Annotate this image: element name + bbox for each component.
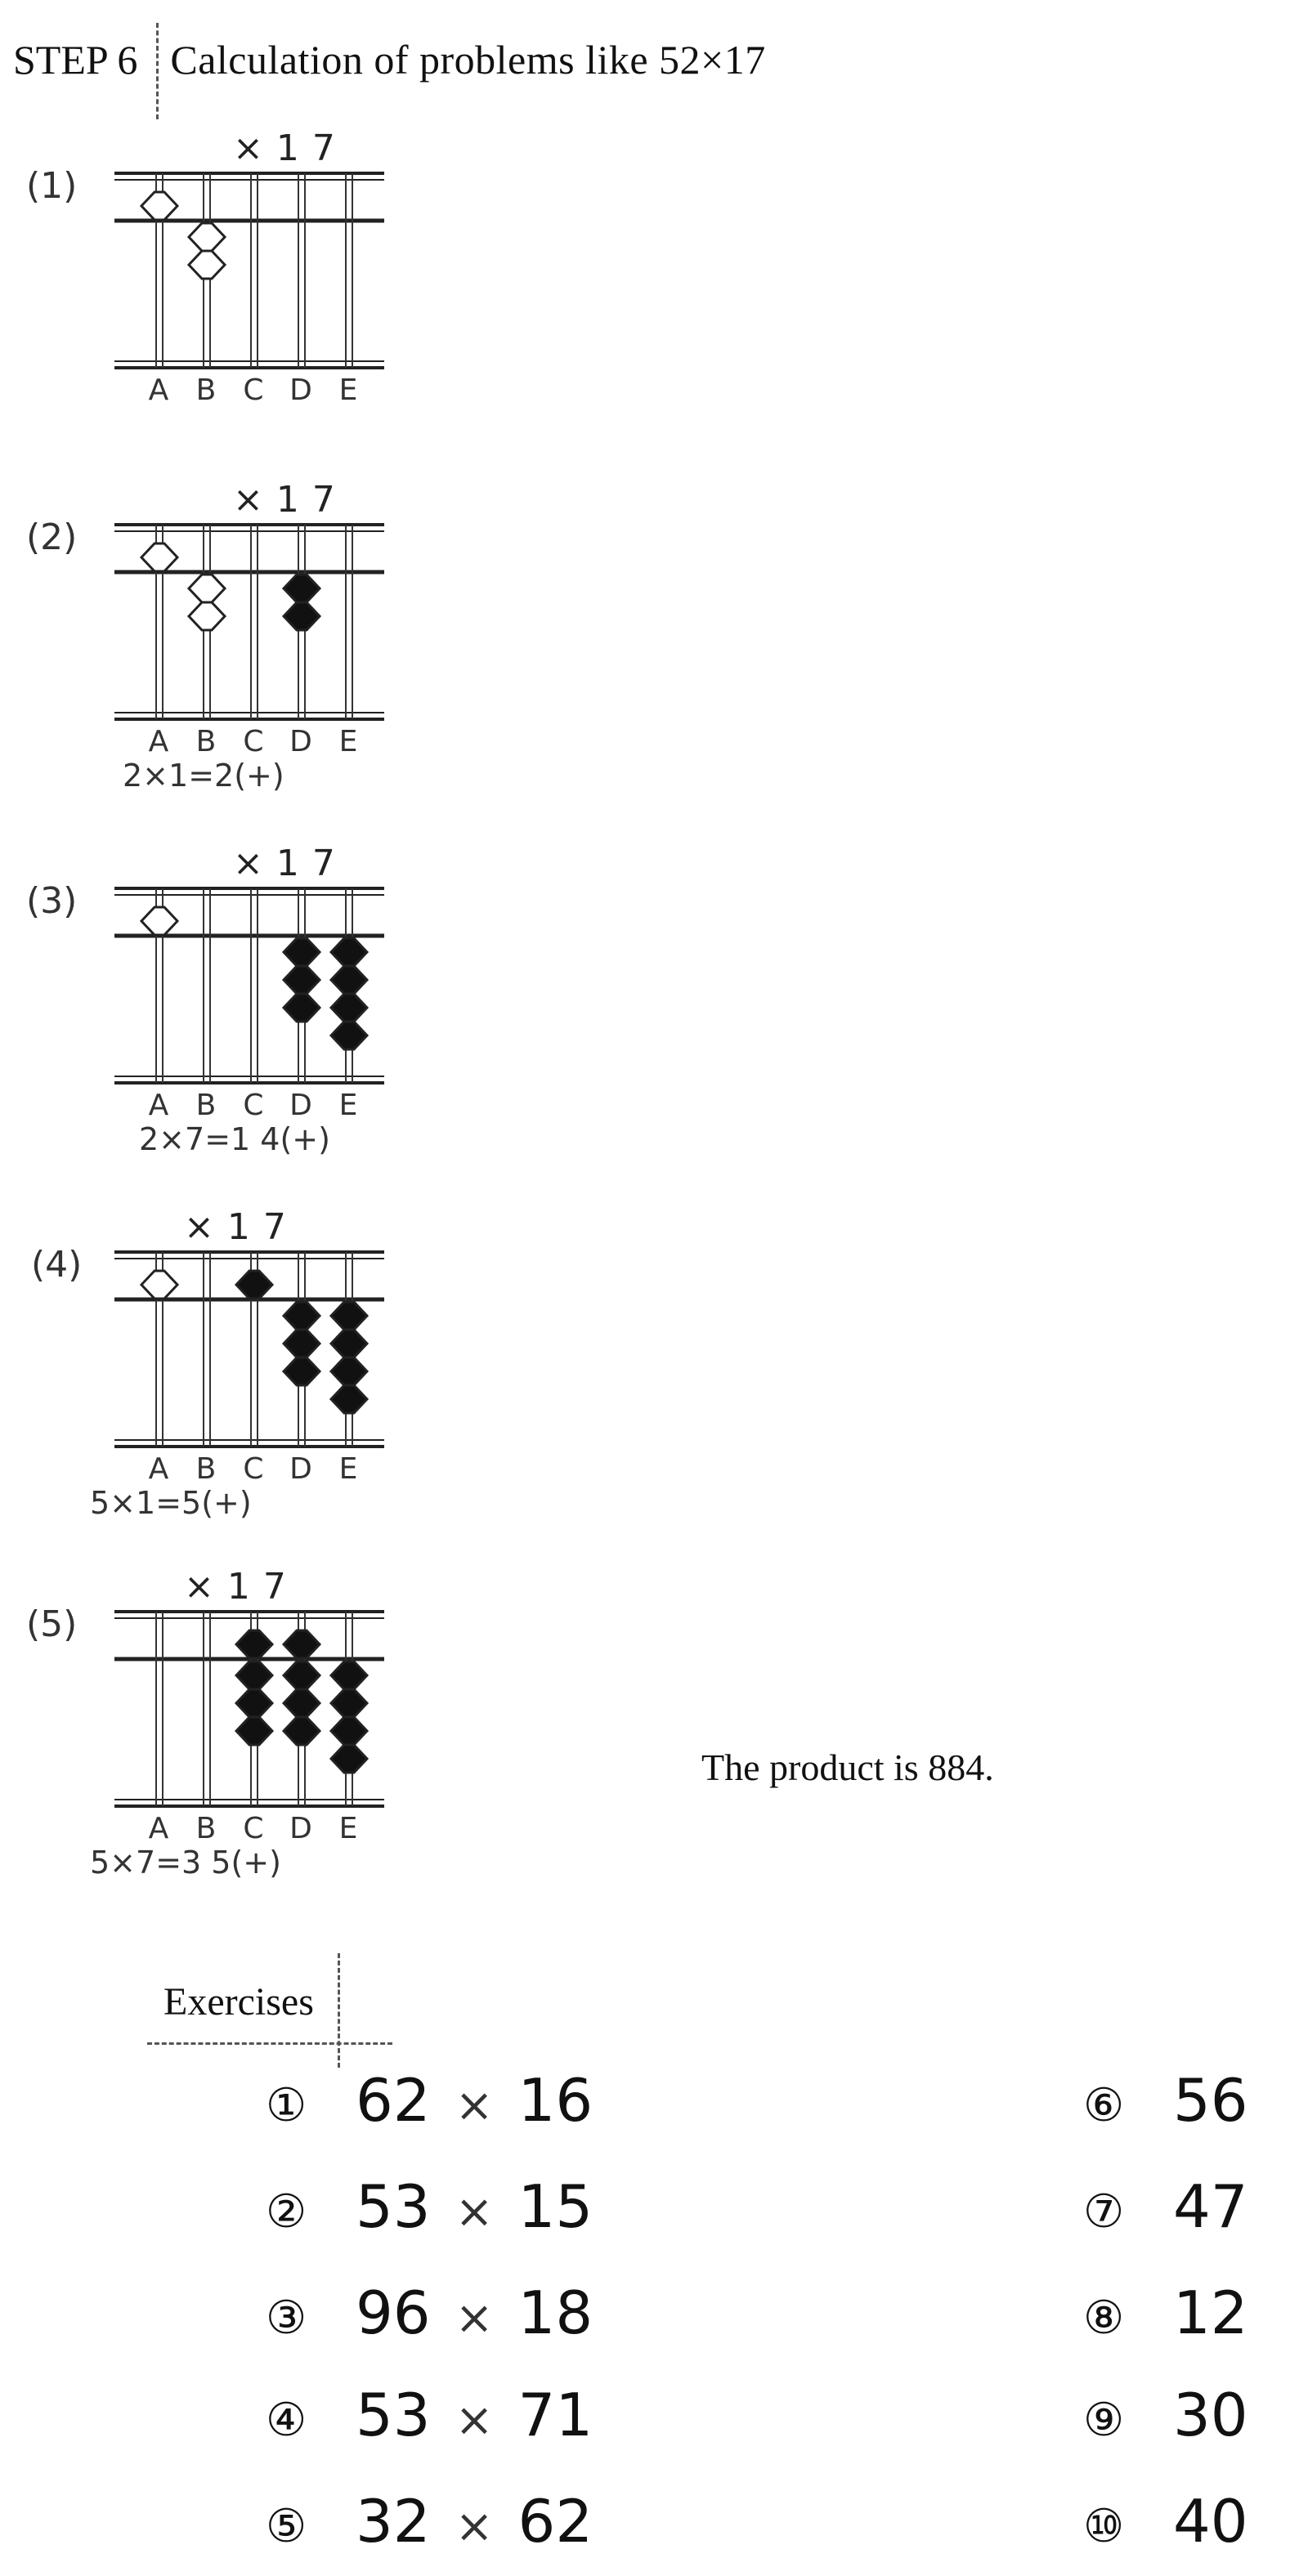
- earth-bead: [236, 1717, 272, 1745]
- abacus-diagram: [16, 1566, 417, 1839]
- rod-label-e: E: [338, 1812, 358, 1845]
- rod-label-b: B: [195, 1452, 217, 1486]
- rod-label-d: D: [289, 1812, 312, 1845]
- earth-bead: [284, 575, 320, 602]
- exercise-operand-b: 18: [517, 2279, 594, 2347]
- exercise-item: [266, 2174, 593, 2245]
- formula: 2×7=1 4(+): [139, 1121, 330, 1157]
- figure-number: (5): [26, 1603, 78, 1645]
- earth-bead: [331, 1357, 367, 1385]
- heaven-bead: [236, 1630, 272, 1658]
- times-sign: ×: [455, 2292, 494, 2345]
- rod-label-c: C: [243, 373, 264, 407]
- rod-label-c: C: [243, 1452, 264, 1486]
- product-statement: The product is 884.: [701, 1746, 994, 1788]
- abacus-diagram: [16, 1206, 417, 1479]
- multiplier-label: ×17: [233, 843, 348, 884]
- earth-bead: [284, 1302, 320, 1330]
- exercise-marker: ①: [266, 2079, 307, 2132]
- earth-bead: [331, 938, 367, 966]
- rod-labels: [135, 727, 372, 757]
- times-sign: ×: [455, 2079, 494, 2132]
- rod-label-a: A: [148, 1452, 169, 1486]
- rod-label-b: B: [195, 725, 217, 758]
- rod-label-e: E: [338, 1089, 358, 1122]
- rod-label-d: D: [289, 1452, 312, 1486]
- exercise-item: [266, 2280, 593, 2351]
- earth-bead: [189, 223, 225, 251]
- figure-number: (4): [31, 1244, 83, 1286]
- rod-label-a: A: [148, 373, 169, 407]
- earth-bead: [331, 1717, 367, 1745]
- rod-label-d: D: [289, 373, 312, 407]
- rod-label-a: A: [148, 725, 169, 758]
- earth-bead: [331, 1385, 367, 1413]
- rod-labels: [135, 1091, 372, 1120]
- rod-labels: [135, 373, 372, 407]
- multiplier-label: ×17: [233, 127, 348, 169]
- earth-bead: [284, 1357, 320, 1385]
- earth-bead: [331, 1302, 367, 1330]
- heaven-bead: [284, 1630, 320, 1658]
- earth-bead: [236, 1689, 272, 1717]
- earth-bead: [284, 966, 320, 994]
- rod-label-e: E: [338, 725, 358, 758]
- exercise-item: [266, 2489, 593, 2560]
- exercise-marker: ⑧: [1083, 2292, 1125, 2345]
- abacus-diagram: [16, 479, 417, 752]
- rod-label-a: A: [148, 1089, 169, 1122]
- step-3: [0, 843, 1299, 1197]
- exercise-marker: ③: [266, 2292, 307, 2345]
- exercise-marker: ②: [266, 2185, 307, 2238]
- multiplier-label: ×17: [184, 1206, 299, 1248]
- rod-label-c: C: [243, 1089, 264, 1122]
- exercise-operand-a: 12: [1173, 2279, 1248, 2347]
- figure-number: (3): [26, 880, 78, 922]
- exercise-operand-b: 62: [517, 2487, 594, 2556]
- earth-bead: [331, 966, 367, 994]
- figure-number: (2): [26, 517, 78, 558]
- exercise-item: [266, 2382, 593, 2453]
- step-4: [0, 1206, 1299, 1561]
- earth-bead: [331, 994, 367, 1022]
- exercise-item: [1083, 2280, 1248, 2351]
- earth-bead: [331, 1022, 367, 1049]
- step-label: STEP 6: [13, 36, 170, 83]
- exercise-marker: ⑦: [1083, 2185, 1125, 2238]
- rod-labels: [135, 1452, 372, 1486]
- rod-label-b: B: [195, 1089, 217, 1122]
- earth-bead: [284, 938, 320, 966]
- exercise-operand-a: 56: [1173, 2066, 1248, 2135]
- times-sign: ×: [455, 2185, 494, 2238]
- exercise-marker: ④: [266, 2394, 307, 2447]
- exercise-item: [1083, 2174, 1248, 2245]
- earth-bead: [284, 1689, 320, 1717]
- earth-bead: [236, 1661, 272, 1689]
- earth-bead: [331, 1330, 367, 1357]
- multiplier-label: ×17: [184, 1566, 299, 1608]
- earth-bead: [189, 602, 225, 630]
- earth-bead: [284, 1661, 320, 1689]
- exercise-operand-b: 71: [517, 2381, 594, 2449]
- rod-label-e: E: [338, 1452, 358, 1486]
- rod-label-e: E: [338, 373, 358, 407]
- earth-bead: [284, 994, 320, 1022]
- exercise-item: [1083, 2489, 1248, 2560]
- formula: 2×1=2(+): [123, 758, 284, 794]
- step-2: [0, 479, 1299, 834]
- exercise-marker: ⑥: [1083, 2079, 1125, 2132]
- rod-label-b: B: [195, 1812, 217, 1845]
- exercise-marker: ⑤: [266, 2500, 307, 2553]
- exercise-operand-a: 53: [356, 2172, 431, 2241]
- earth-bead: [189, 575, 225, 602]
- heaven-bead: [141, 192, 177, 220]
- exercise-operand-b: 15: [517, 2172, 594, 2241]
- heaven-bead: [141, 1271, 177, 1299]
- multiplier-label: ×17: [233, 479, 348, 521]
- page-header: [13, 23, 766, 96]
- page-title: Calculation of problems like 52×17: [170, 37, 766, 83]
- earth-bead: [189, 251, 225, 279]
- rod-label-d: D: [289, 1089, 312, 1122]
- formula: 5×7=3 5(+): [90, 1845, 281, 1881]
- exercise-operand-a: 62: [356, 2066, 431, 2135]
- exercise-operand-a: 30: [1173, 2381, 1248, 2449]
- times-sign: ×: [455, 2394, 494, 2447]
- step-5: [0, 1566, 1299, 1921]
- exercise-operand-a: 32: [356, 2487, 431, 2556]
- exercise-operand-a: 40: [1173, 2487, 1248, 2556]
- formula: 5×1=5(+): [90, 1485, 252, 1521]
- earth-bead: [331, 1661, 367, 1689]
- exercise-item: [1083, 2068, 1248, 2139]
- earth-bead: [331, 1689, 367, 1717]
- rod-labels: [135, 1814, 372, 1844]
- exercise-operand-a: 53: [356, 2381, 431, 2449]
- rod-label-d: D: [289, 725, 312, 758]
- earth-bead: [284, 1330, 320, 1357]
- earth-bead: [284, 1717, 320, 1745]
- rod-label-a: A: [148, 1812, 169, 1845]
- rod-label-c: C: [243, 1812, 264, 1845]
- figure-number: (1): [26, 165, 78, 207]
- earth-bead: [284, 602, 320, 630]
- exercise-operand-b: 16: [517, 2066, 594, 2135]
- rod-label-b: B: [195, 373, 217, 407]
- exercise-operand-a: 47: [1173, 2172, 1248, 2241]
- exercise-operand-a: 96: [356, 2279, 431, 2347]
- exercise-marker: ⑨: [1083, 2394, 1125, 2447]
- exercise-item: [1083, 2382, 1248, 2453]
- heaven-bead: [141, 907, 177, 935]
- times-sign: ×: [455, 2500, 494, 2553]
- exercise-marker: ⑩: [1083, 2500, 1125, 2553]
- abacus-diagram: [16, 127, 417, 400]
- earth-bead: [331, 1745, 367, 1773]
- abacus-diagram: [16, 843, 417, 1116]
- rod-label-c: C: [243, 725, 264, 758]
- heaven-bead: [141, 543, 177, 571]
- step-1: [0, 127, 1299, 482]
- exercises-heading: Exercises: [163, 1978, 347, 2040]
- heaven-bead: [236, 1271, 272, 1299]
- exercise-item: [266, 2068, 593, 2139]
